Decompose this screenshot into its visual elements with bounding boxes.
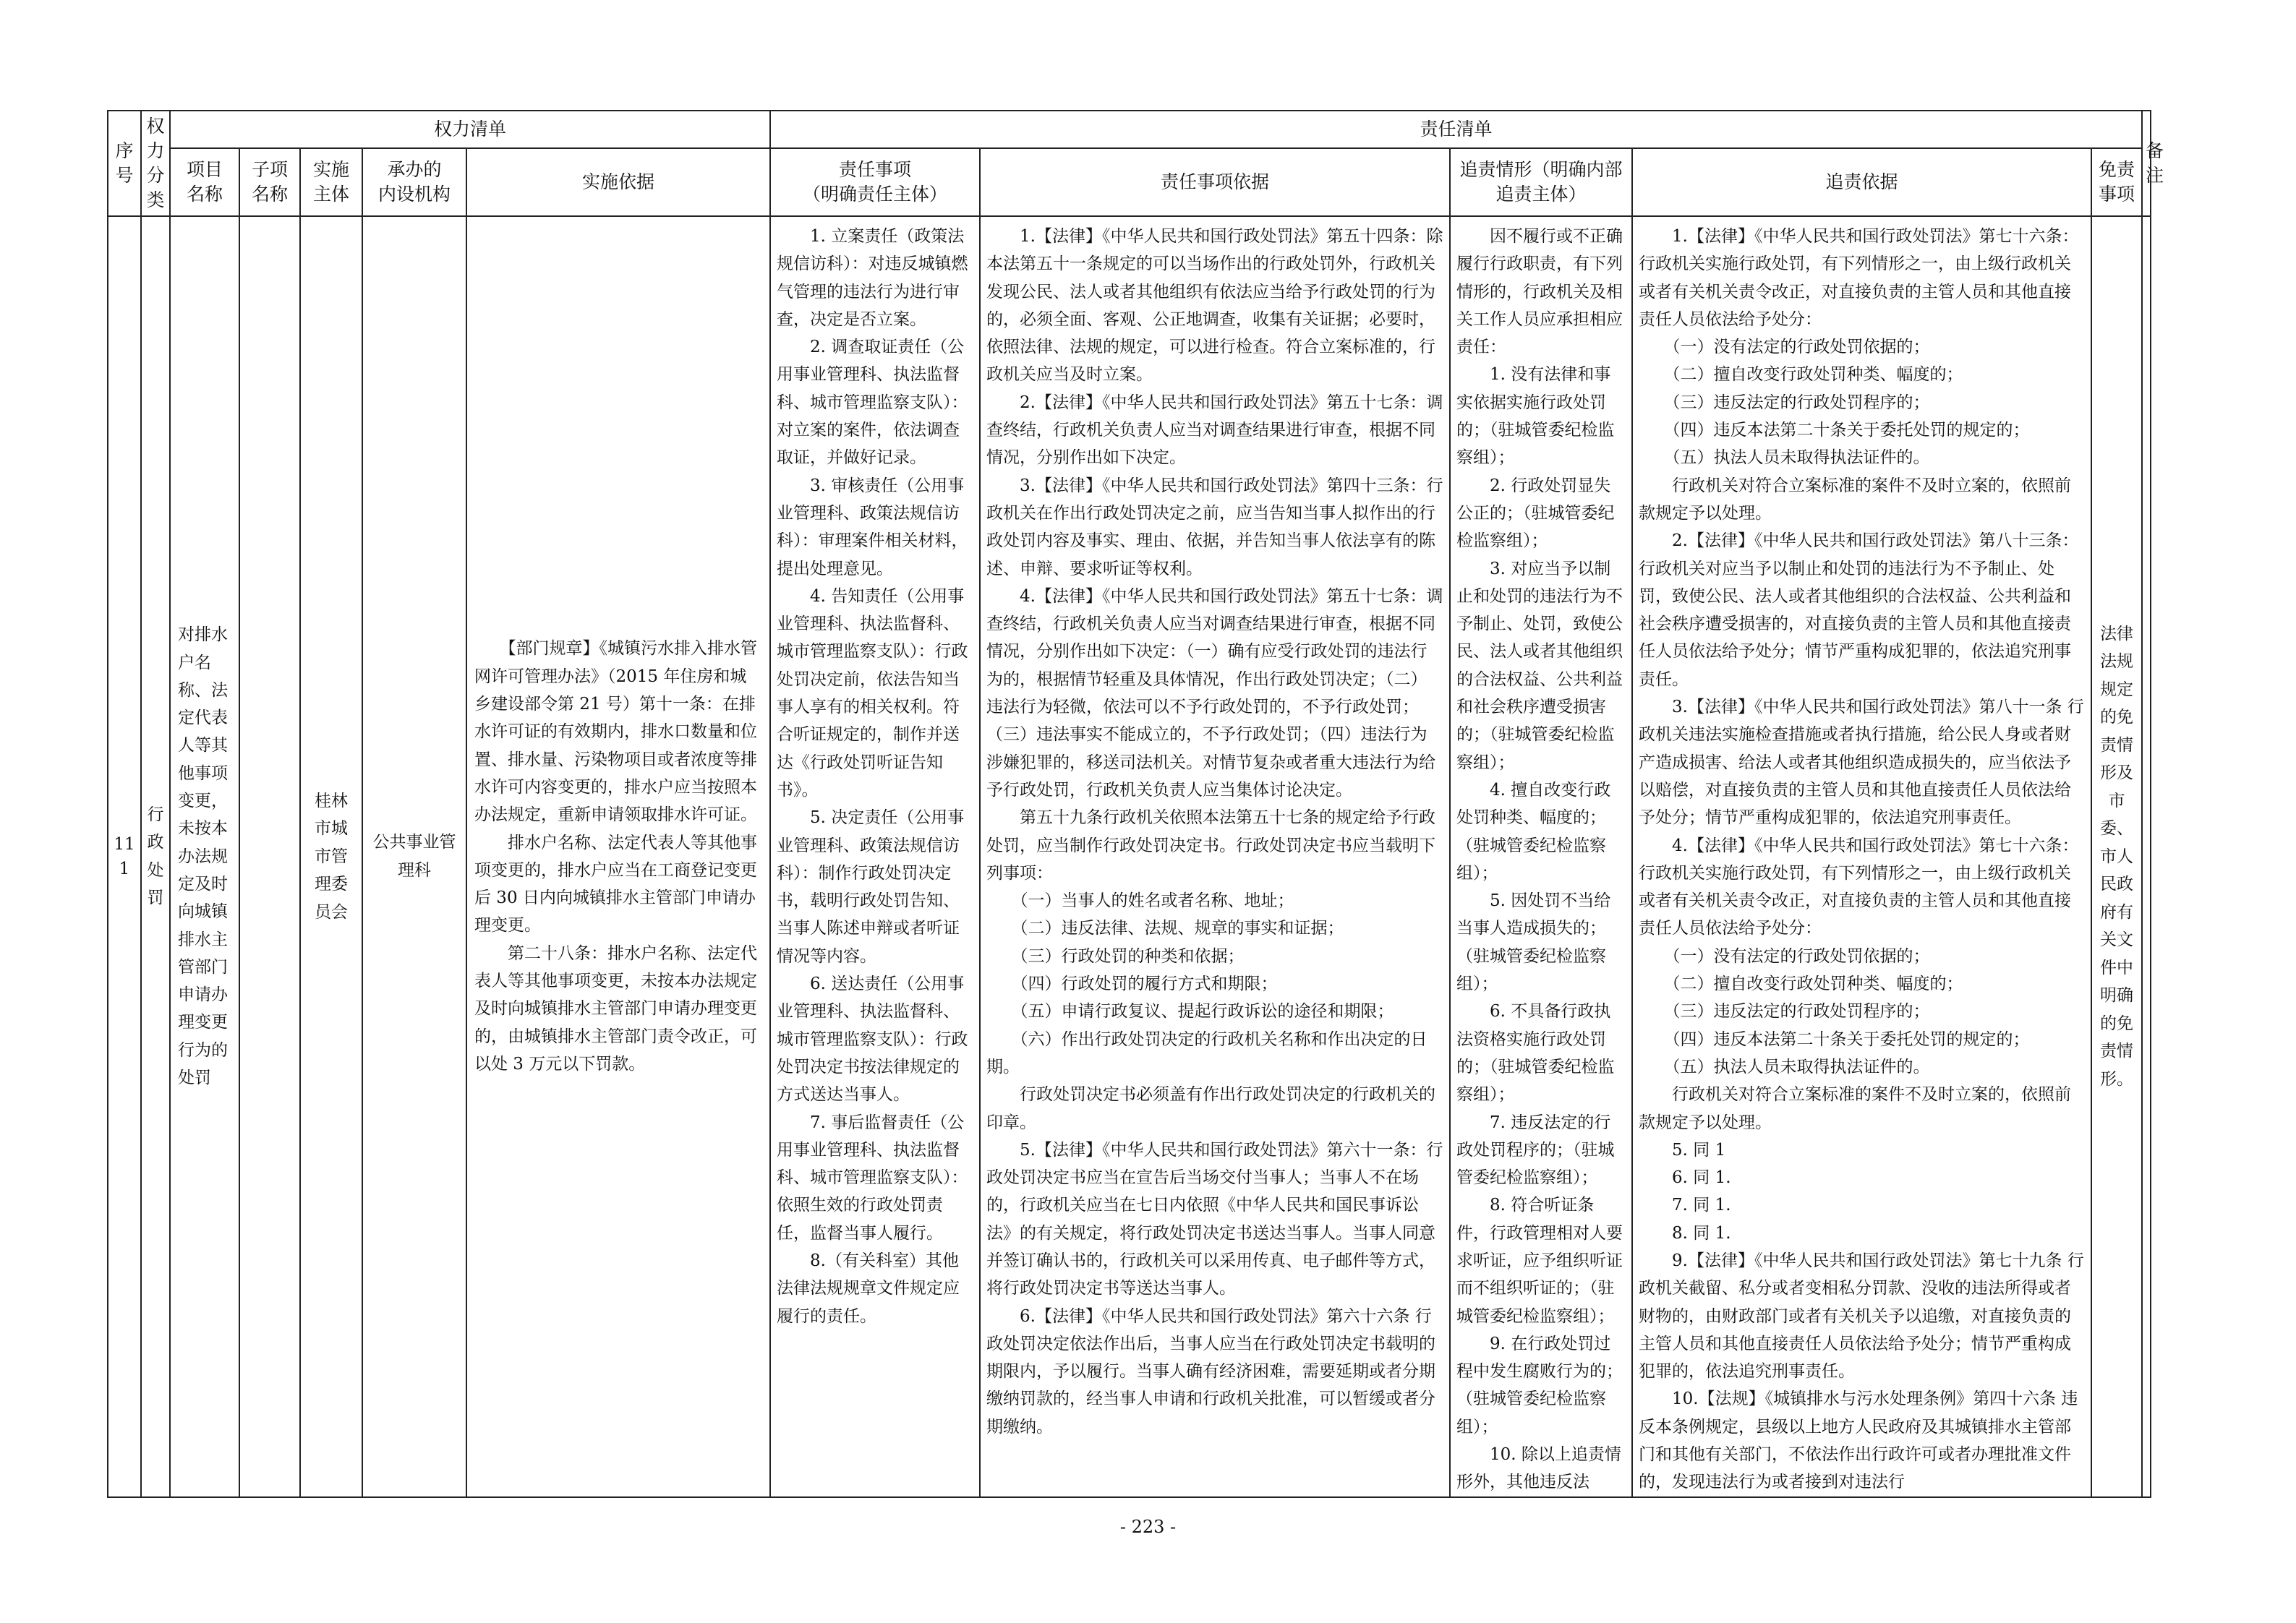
cell-accountability-basis: 1.【法律】《中华人民共和国行政处罚法》第七十六条：行政机关实施行政处罚，有下列情形之一，由上级行政机关或者有关机关责令改正，对直接负责的主管人员和其他直接责任人员依法给予处分： （一）没有法定的行政处罚依据的； （二）擅自改变行政处罚种类、幅度的； （三）违反法定的行政处罚程序的； （四）违反本法第二十条关于委托处罚的规定的； （五）执法人员未取得执法证件的。 行政机关对符合立案标准的案件不及时立案的，依照前款规定予以处理。 2.【法律】《中华人民共和国行政处罚法》第八十三条： 行政机关对应当予以制止和处罚的违法行为不予制止、处罚，致使公民、法人或者其他组织的合法权益、公共利益和社会秩序遭受损害的，对直接负责的主管人员和其他直接责任人员依法给予处分；情节严重构成犯罪的，依法追究刑事责任。 3.【法律】《中华人民共和国行政处罚法》第八十一条 行政机关违法实施检查措施或者执行措施，给公民人身或者财产造成损害、给法人或者其他组织造成损失的，应当依法予以赔偿，对直接负责的主管人员和其他直接责任人员依法给予处分；情节严重构成犯罪的，依法追究刑事责任。 4.【法律】《中华人民共和国行政处罚法》第七十六条：行政机关实施行政处罚，有下列情形之一，由上级行政机关或者有关机关责令改正，对直接负责的主管人员和其他直接责任人员依法给予处分： （一）没有法定的行政处罚依据的； （二）擅自改变行政处罚种类、幅度的； （三）违反法定的行政处罚程序的； （四）违反本法第二十条关于委托处罚的规定的； （五）执法人员未取得执法证件的。 行政机关对符合立案标准的案件不及时立案的，依照前款规定予以处理。 5. 同 1 6. 同 1. 7. 同 1. 8. 同 1. 9.【法律】《中华人民共和国行政处罚法》第七十九条 行政机关截留、私分或者变相私分罚款、没收的违法所得或者财物的，由财政部门或者有关机关予以追缴，对直接负责的主管人员和其他直接责任人员依法给予处分；情节严重构成犯罪的，依法追究刑事责任。 10.【法规】《城镇排水与污水处理条例》第四十六条 违反本条例规定，县级以上地方人民政府及其城镇排水主管部门和其他有关部门，不依法作出行政许可或者办理批准文件的，发现违法行为或者接到对违法行 bbox=[1632, 216, 2091, 1497]
cell-remarks bbox=[2142, 216, 2151, 1497]
header-category: 权 力 分 类 bbox=[141, 111, 170, 216]
header-duty-basis: 责任事项依据 bbox=[980, 148, 1450, 216]
header-internal-org: 承办的 内设机构 bbox=[362, 148, 466, 216]
header-duty: 责任事项 （明确责任主体） bbox=[770, 148, 980, 216]
header-exemption: 免责 事项 bbox=[2091, 148, 2142, 216]
header-sub-item: 子项 名称 bbox=[239, 148, 300, 216]
table-row bbox=[108, 216, 2151, 1497]
cell-internal-org: 公共事业管 理科 bbox=[362, 216, 466, 1497]
cell-category: 行 政 处 罚 bbox=[141, 216, 170, 1497]
header-accountability-basis: 追责依据 bbox=[1632, 148, 2091, 216]
cell-basis: 【部门规章】《城镇污水排入排水管网许可管理办法》（2015 年住房和城乡建设部令第 21 号）第十一条：在排水许可证的有效期内，排水口数量和位置、排水量、污染物项目或者浓度等排水许可内容变更的，排水户应当按照本办法规定，重新申请领取排水许可证。 排水户名称、法定代表人等其他事项变更的，排水户应当在工商登记变更后 30 日内向城镇排水主管部门申请办理变更。 第二十八条：排水户名称、法定代表人等其他事项变更，未按本办法规定及时向城镇排水主管部门申请办理变更的，由城镇排水主管部门责令改正，可以处 3 万元以下罚款。 bbox=[466, 216, 770, 1497]
cell-accountability: 因不履行或不正确履行行政职责，有下列情形的，行政机关及相关工作人员应承担相应责任： 1. 没有法律和事实依据实施行政处罚的；（驻城管委纪检监察组）； 2. 行政处罚显失公正的；（驻城管委纪检监察组）； 3. 对应当予以制止和处罚的违法行为不予制止、处罚，致使公民、法人或者其他组织的合法权益、公共利益和社会秩序遭受损害的；（驻城管委纪检监察组）； 4. 擅自改变行政处罚种类、幅度的；（驻城管委纪检监察组）； 5. 因处罚不当给当事人造成损失的；（驻城管委纪检监察组）； 6. 不具备行政执法资格实施行政处罚的；（驻城管委纪检监察组）； 7. 违反法定的行政处罚程序的；（驻城管委纪检监察组）； 8. 符合听证条件，行政管理相对人要求听证，应予组织听证而不组织听证的；（驻城管委纪检监察组）； 9. 在行政处罚过程中发生腐败行为的；（驻城管委纪检监察组）； 10. 除以上追责情形外，其他违反法 bbox=[1450, 216, 1632, 1497]
cell-duty: 1. 立案责任（政策法规信访科）：对违反城镇燃气管理的违法行为进行审查，决定是否立案。 2. 调查取证责任（公用事业管理科、执法监督科、城市管理监察支队）：对立案的案件，依法调查取证，并做好记录。 3. 审核责任（公用事业管理科、政策法规信访科）：审理案件相关材料，提出处理意见。 4. 告知责任（公用事业管理科、执法监督科、城市管理监察支队）：行政处罚决定前，依法告知当事人享有的相关权利。符合听证规定的，制作并送达《行政处罚听证告知书》。 5. 决定责任（公用事业管理科、政策法规信访科）：制作行政处罚决定书，载明行政处罚告知、当事人陈述申辩或者听证情况等内容。 6. 送达责任（公用事业管理科、执法监督科、城市管理监察支队）：行政处罚决定书按法律规定的方式送达当事人。 7. 事后监督责任（公用事业管理科、执法监督科、城市管理监察支队）：依照生效的行政处罚责任，监督当事人履行。 8.（有关科室）其他法律法规规章文件规定应履行的责任。 bbox=[770, 216, 980, 1497]
header-subject: 实施 主体 bbox=[300, 148, 362, 216]
header-accountability: 追责情形（明确内部 追责主体） bbox=[1450, 148, 1632, 216]
header-remarks: 备 注 bbox=[2142, 111, 2151, 216]
header-seq: 序 号 bbox=[108, 111, 141, 216]
cell-item-name: 对排水 户名 称、法 定代表 人等其 他事项 变更， 未按本 办法规 定及时 向城镇 排水主 管部门 申请办 理变更 行为的 处罚 bbox=[170, 216, 239, 1497]
header-item-name: 项目 名称 bbox=[170, 148, 239, 216]
cell-subject: 桂林 市城 市管 理委 员会 bbox=[300, 216, 362, 1497]
cell-sub-item bbox=[239, 216, 300, 1497]
cell-exemption: 法律 法规 规定 的免 责情 形及 市 委、 市人 民政 府有 关文 件中 明确 的免 责情 形。 bbox=[2091, 216, 2142, 1497]
cell-duty-basis: 1.【法律】《中华人民共和国行政处罚法》第五十四条：除本法第五十一条规定的可以当场作出的行政处罚外，行政机关发现公民、法人或者其他组织有依法应当给予行政处罚的行为的，必须全面、客观、公正地调查，收集有关证据；必要时，依照法律、法规的规定，可以进行检查。符合立案标准的，行政机关应当及时立案。 2.【法律】《中华人民共和国行政处罚法》第五十七条：调查终结，行政机关负责人应当对调查结果进行审查，根据不同情况，分别作出如下决定。 3.【法律】《中华人民共和国行政处罚法》第四十三条：行政机关在作出行政处罚决定之前，应当告知当事人拟作出的行政处罚内容及事实、理由、依据，并告知当事人依法享有的陈述、申辩、要求听证等权利。 4.【法律】《中华人民共和国行政处罚法》第五十七条：调查终结，行政机关负责人应当对调查结果进行审查，根据不同情况，分别作出如下决定：（一）确有应受行政处罚的违法行为的，根据情节轻重及具体情况，作出行政处罚决定；（二）违法行为轻微，依法可以不予行政处罚的，不予行政处罚；（三）违法事实不能成立的，不予行政处罚；（四）违法行为涉嫌犯罪的，移送司法机关。对情节复杂或者重大违法行为给予行政处罚，行政机关负责人应当集体讨论决定。 第五十九条行政机关依照本法第五十七条的规定给予行政处罚，应当制作行政处罚决定书。行政处罚决定书应当载明下列事项： （一）当事人的姓名或者名称、地址； （二）违反法律、法规、规章的事实和证据； （三）行政处罚的种类和依据； （四）行政处罚的履行方式和期限； （五）申请行政复议、提起行政诉讼的途径和期限； （六）作出行政处罚决定的行政机关名称和作出决定的日期。 行政处罚决定书必须盖有作出行政处罚决定的行政机关的印章。 5.【法律】《中华人民共和国行政处罚法》第六十一条：行政处罚决定书应当在宣告后当场交付当事人；当事人不在场的，行政机关应当在七日内依照《中华人民共和国民事诉讼法》的有关规定，将行政处罚决定书送达当事人。当事人同意并签订确认书的，行政机关可以采用传真、电子邮件等方式，将行政处罚决定书等送达当事人。 6.【法律】《中华人民共和国行政处罚法》第六十六条 行政处罚决定依法作出后，当事人应当在行政处罚决定书载明的期限内，予以履行。当事人确有经济困难，需要延期或者分期缴纳罚款的，经当事人申请和行政机关批准，可以暂缓或者分期缴纳。 bbox=[980, 216, 1450, 1497]
header-responsibility-list: 责任清单 bbox=[770, 111, 2142, 148]
page-number: - 223 - bbox=[1119, 1517, 1177, 1537]
responsibility-table bbox=[107, 110, 2164, 1498]
header-power-list: 权力清单 bbox=[170, 111, 770, 148]
cell-seq: 111 bbox=[108, 216, 141, 1497]
header-basis: 实施依据 bbox=[466, 148, 770, 216]
